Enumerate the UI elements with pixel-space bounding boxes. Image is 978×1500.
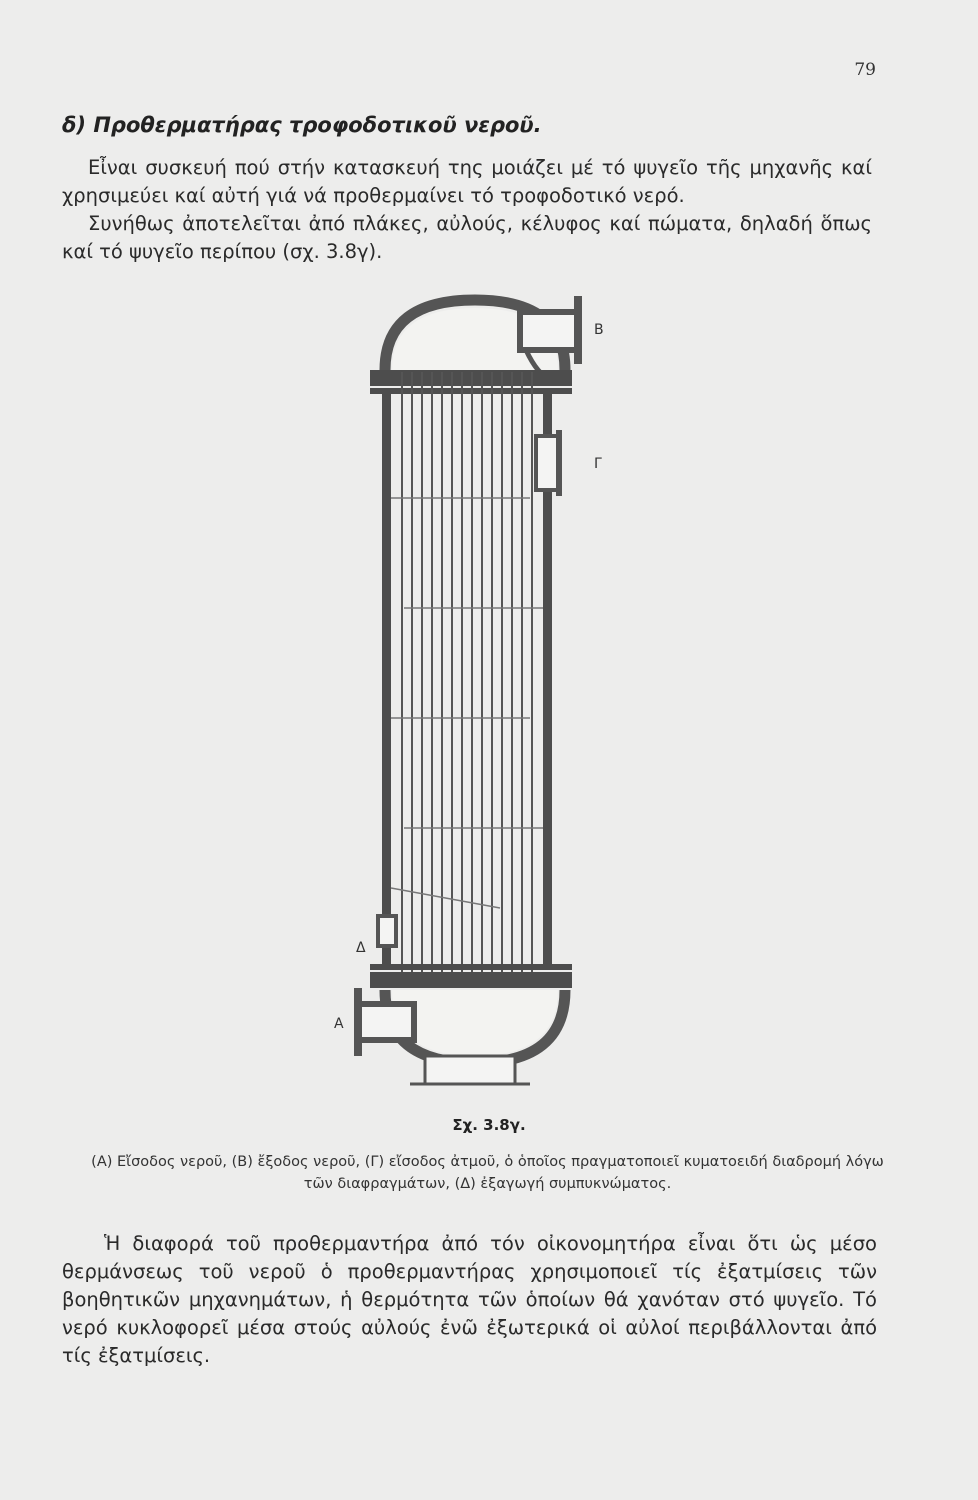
intro-paragraph: Εἶναι συσκευή πού στήν κατασκευή της μοιάζει μέ τό ψυγεῖο τῆς μηχανῆς καί χρησιμεύει καί αὐτή γιά νά προθερμαίνει τό τροφοδοτικό νερό. bbox=[62, 156, 872, 207]
steam-inlet-nozzle bbox=[536, 430, 562, 496]
section-heading: δ) Προθερματήρας τροφοδοτικοῦ νεροῦ. bbox=[62, 113, 542, 137]
baffles bbox=[391, 498, 543, 908]
bottom-outlet bbox=[425, 1056, 515, 1084]
page-number: 79 bbox=[854, 60, 876, 80]
body-paragraph: Ἡ διαφορά τοῦ προθερμαντήρα ἀπό τόν οἰκονομητήρα εἶναι ὅτι ὡς μέσο θερμάνσεως τοῦ νεροῦ ὁ προθερμαντήρας χρησιμοποιεῖ τίς ἐξατμίσεις τῶν βοηθητικῶν μηχανημάτων, ἡ θερμότητα τῶν ὁποίων θά χανόταν στό ψυγεῖο. Τό νερό κυκλοφορεῖ μέσα στούς αὐλούς ἐνῶ ἐξωτερικά οἱ αὐλοί περιβάλλονται ἀπό τίς ἐξατμίσεις. bbox=[62, 1232, 877, 1367]
shell-left-wall bbox=[382, 394, 391, 964]
tube-bundle bbox=[402, 372, 532, 983]
bottom-tube-sheet bbox=[370, 964, 572, 970]
label-inlet-water: Α bbox=[334, 1016, 344, 1032]
condensate-drain bbox=[378, 916, 396, 946]
label-condensate-drain: Δ bbox=[356, 940, 366, 956]
label-steam-inlet: Γ bbox=[594, 456, 602, 472]
label-outlet-water: Β bbox=[594, 322, 604, 338]
body-text bbox=[62, 1230, 877, 1370]
figure-caption-text: (Α) Εἴσοδος νεροῦ, (Β) ἔξοδος νεροῦ, (Γ) εἴσοδος ἀτμοῦ, ὁ ὁποῖος πραγματοποιεῖ κυματοειδή διαδρομή λόγω τῶν διαφραγμάτων, (Δ) ἐξαγωγή συμπυκνώματος. bbox=[91, 1154, 884, 1192]
figure-caption-title: Σχ. 3.8γ. bbox=[452, 1116, 526, 1134]
heat-exchanger-diagram bbox=[330, 288, 630, 1098]
intro-text bbox=[62, 154, 872, 266]
intro-paragraph: Συνήθως ἀποτελεῖται ἀπό πλάκες, αὐλούς, κέλυφος καί πώματα, δηλαδή ὅπως καί τό ψυγεῖο περίπου (σχ. 3.8γ). bbox=[62, 212, 872, 263]
